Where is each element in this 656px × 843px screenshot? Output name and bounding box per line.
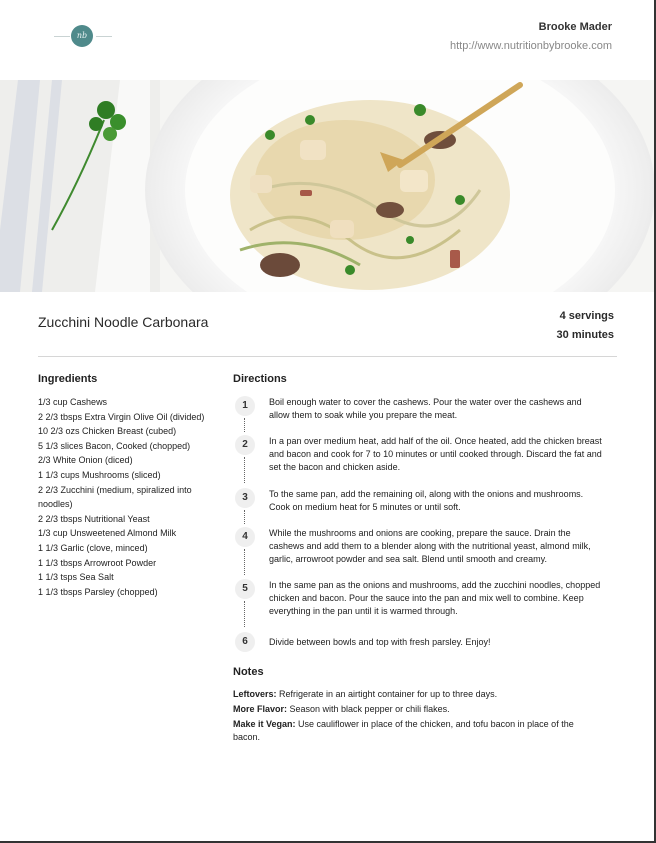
note-text: Refrigerate in an airtight container for up to three days. <box>276 689 498 699</box>
step-number: 5 <box>235 579 255 599</box>
directions-heading: Directions <box>233 373 287 385</box>
step-number: 4 <box>235 527 255 547</box>
ingredient-item: 1/3 cup Cashews <box>38 397 108 407</box>
ingredients-heading: Ingredients <box>38 373 98 385</box>
logo-line-right <box>96 36 112 37</box>
ingredient-item: 1/3 cup Unsweetened Almond Milk <box>38 528 177 539</box>
ingredient-item: 2 2/3 Zucchini (medium, spiralized into noodles) <box>38 484 192 510</box>
ingredient-item: 1 1/3 Garlic (clove, minced) <box>38 542 148 553</box>
recipe-title: Zucchini Noodle Carbonara <box>38 314 209 330</box>
website-link[interactable]: http://www.nutritionbybrooke.com <box>449 40 612 52</box>
ingredient-item: 2 2/3 tbsps Extra Virgin Olive Oil (divided) <box>38 411 205 422</box>
ingredient-item: 1 1/3 tbsps Arrowroot Powder <box>38 557 157 568</box>
note-label: Leftovers: <box>233 689 277 699</box>
step-number: 2 <box>235 435 255 455</box>
logo-line-left <box>54 36 70 37</box>
step-text: Boil enough water to cover the cashews. Pour the water over the cashews and allow them to soak while you prepare the meat. <box>269 397 582 420</box>
step-text: To the same pan, add the remaining oil, along with the onions and mushrooms. Cook on medium heat for 5 minutes or until soft. <box>269 489 584 512</box>
cook-time: 30 minutes <box>556 329 614 341</box>
step-connector <box>244 510 245 524</box>
ingredient-item: 2/3 White Onion (diced) <box>38 455 133 466</box>
step-number: 3 <box>235 488 255 508</box>
note-label: Make it Vegan: <box>233 719 296 729</box>
note-text: Season with black pepper or chili flakes. <box>287 704 450 714</box>
step-connector <box>244 601 245 627</box>
step-connector <box>244 457 245 483</box>
step-text: Divide between bowls and top with fresh parsley. Enjoy! <box>269 637 491 647</box>
note-more-flavor <box>233 703 603 716</box>
note-leftovers <box>233 688 603 701</box>
ingredients-list <box>38 395 218 599</box>
step-connector <box>244 418 245 432</box>
recipe-meta <box>557 307 614 345</box>
hero-image-art <box>0 80 654 292</box>
ingredient-item: 10 2/3 ozs Chicken Breast (cubed) <box>38 426 177 437</box>
step-text: In a pan over medium heat, add half of the oil. Once heated, add the chicken breast and bacon and cook for 7 to 10 minutes or until cooked through. Discard the fat and set the bacon and chicken aside. <box>269 436 602 472</box>
ingredient-item: 1 1/3 tbsps Parsley (chopped) <box>38 586 158 597</box>
step-text: While the mushrooms and onions are cooking, prepare the sauce. Drain the cashews and add them to a blender along with the nutritional yeast, almond milk, garlic, arrowroot powder and sea salt. Blend until smooth and creamy. <box>269 528 591 564</box>
ingredient-item: 2 2/3 tbsps Nutritional Yeast <box>38 513 150 524</box>
servings: 4 servings <box>559 310 614 322</box>
hero-image <box>0 80 654 292</box>
brand-logo <box>54 20 112 52</box>
step-connector <box>244 549 245 575</box>
author-name: Brooke Mader <box>538 21 612 33</box>
notes-heading: Notes <box>233 666 264 678</box>
step-number: 6 <box>235 632 255 652</box>
note-make-it-vegan <box>233 718 603 744</box>
note-text: Use cauliflower in place of the chicken, and tofu bacon in place of the bacon. <box>233 719 574 742</box>
logo-badge: nb <box>71 25 93 47</box>
ingredient-item: 1 1/3 tsps Sea Salt <box>38 572 114 583</box>
ingredient-item: 5 1/3 slices Bacon, Cooked (chopped) <box>38 440 191 451</box>
step-text: In the same pan as the onions and mushrooms, add the zucchini noodles, chopped chicken and bacon. Pour the sauce into the pan and mix well to combine. Keep everything in the pan until it is warmed through. <box>269 580 601 616</box>
section-divider <box>38 356 617 357</box>
step-number: 1 <box>235 396 255 416</box>
ingredient-item: 1 1/3 cups Mushrooms (sliced) <box>38 469 161 480</box>
note-label: More Flavor: <box>233 704 288 714</box>
